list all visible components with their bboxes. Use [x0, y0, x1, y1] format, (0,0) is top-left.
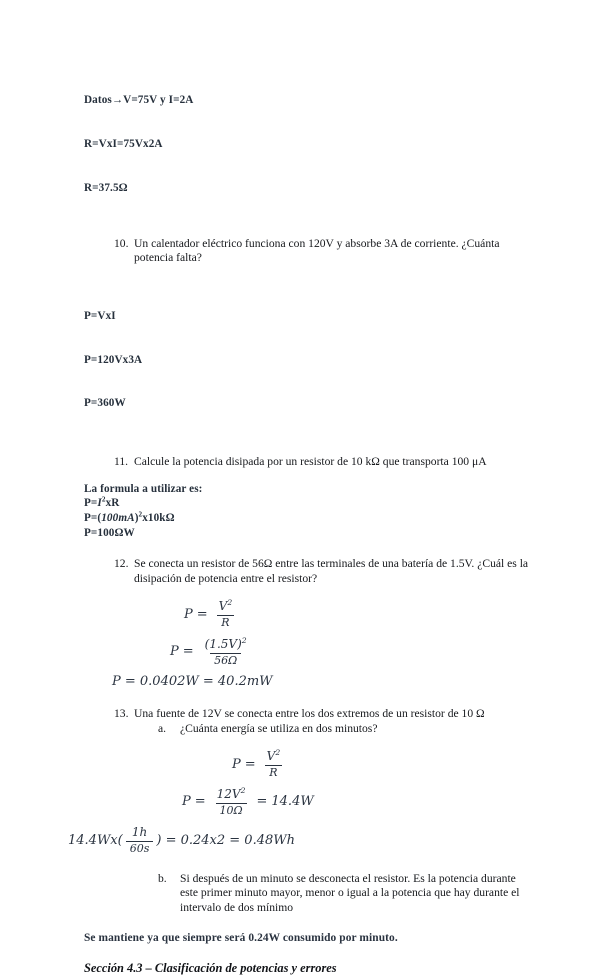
question-10 — [110, 237, 532, 266]
q12-r2-num-base: (1.5V) — [204, 636, 242, 651]
q13-r1-num-sup: 2 — [275, 748, 281, 758]
q13-r2-num-base: 12V — [216, 786, 241, 801]
q11-l2-post: x10kΩ — [142, 512, 175, 525]
q12-r1-numerator — [215, 600, 237, 615]
question-13-sub-b-letter: b. — [158, 871, 167, 885]
q13-r3-fraction — [126, 826, 154, 855]
q11-answer-line-3: P=100ΩW — [84, 526, 135, 539]
q11-l2-mid: ) — [134, 512, 139, 525]
q13-r2-lhs: P — [182, 794, 191, 810]
q11-l1-pre: P= — [84, 497, 98, 510]
page-content — [68, 64, 532, 976]
q13-r2-fraction — [213, 785, 250, 817]
q13-r2-eq: = — [194, 794, 206, 810]
datos-answer-block — [84, 64, 532, 225]
question-11-text: Calcule la potencia disipada por un resistor de 10 kΩ que transporta 100 μA — [134, 455, 487, 469]
q13-r1-eq: = — [244, 756, 256, 772]
q11-answer-line-1 — [84, 496, 532, 511]
q11-answer-block — [84, 482, 532, 540]
question-13-number: 13. — [114, 707, 129, 721]
q10-answer-line-2: P=120Vx3A — [84, 353, 143, 366]
datos-line-3: R=37.5Ω — [84, 181, 128, 194]
question-13 — [110, 707, 532, 722]
q11-l2-pre: P=( — [84, 512, 102, 525]
q12-r1-lhs: P — [184, 606, 193, 622]
q12-r1-num-sup: 2 — [227, 598, 233, 608]
question-13-sub-b — [158, 872, 532, 916]
q13-r3-pre: 14.4Wx( — [68, 832, 123, 848]
question-11 — [110, 455, 532, 470]
q12-math-row-3 — [112, 675, 532, 690]
question-11-number: 11. — [114, 455, 129, 469]
section-heading: Sección 4.3 – Clasificación de potencias y errores — [84, 960, 337, 975]
q12-r3-result: P = 0.0402W = 40.2mW — [112, 674, 273, 690]
q13-math-row-2 — [182, 785, 532, 817]
q13-r1-numerator — [263, 750, 285, 765]
q13-r3-denominator: 60s — [126, 841, 154, 856]
q13-math-row-3 — [68, 826, 532, 855]
question-13-sub-a-letter: a. — [158, 721, 167, 735]
q12-r2-num-sup: 2 — [241, 635, 247, 645]
q13-math-block — [68, 748, 532, 856]
q12-math-block — [84, 600, 532, 690]
q12-r2-lhs: P — [170, 644, 179, 660]
q10-answer-line-3: P=360W — [84, 397, 126, 410]
q10-answer-line-1: P=VxI — [84, 309, 116, 322]
question-13-text: Una fuente de 12V se conecta entre los dos extremos de un resistor de 10 Ω — [134, 707, 485, 721]
question-13-sub-a-text: ¿Cuánta energía se utiliza en dos minutos? — [180, 721, 378, 735]
question-10-number: 10. — [114, 236, 129, 250]
q12-r2-numerator — [201, 635, 251, 653]
question-12-number: 12. — [114, 557, 129, 571]
q12-math-row-2 — [170, 635, 532, 667]
q12-r1-fraction — [215, 600, 237, 629]
q13-r1-denominator: R — [265, 765, 281, 780]
q11-l1-post: xR — [105, 497, 120, 510]
q13-r3-post: ) = 0.24x2 = 0.48Wh — [156, 832, 295, 848]
q13-r1-num-base: V — [266, 749, 276, 764]
q12-math-row-1 — [184, 600, 532, 629]
q13-r2-numerator — [213, 785, 250, 803]
question-10-text: Un calentador eléctrico funciona con 120V y absorbe 3A de corriente. ¿Cuánta potencia falta? — [134, 236, 500, 265]
q12-r2-fraction — [201, 635, 251, 667]
q12-r2-denominator: 56Ω — [210, 653, 241, 668]
q11-answer-line-2 — [84, 511, 532, 526]
question-13-sub-a — [158, 722, 532, 737]
q12-r2-eq: = — [182, 644, 194, 660]
q12-r1-num-base: V — [218, 599, 228, 614]
closing-note: Se mantiene ya que siempre será 0.24W consumido por minuto. — [84, 931, 398, 944]
question-13-sub-b-text: Si después de un minuto se desconecta el resistor. Es la potencia durante este primer minuto mayor, menor o igual a la potencia que hay durante el intervalo de dos mínimo — [180, 871, 520, 914]
q11-l1-var: I — [97, 497, 102, 510]
question-12-text: Se conecta un resistor de 56Ω entre las terminales de una batería de 1.5V. ¿Cuál es la disipación de potencia entre el resistor? — [134, 557, 529, 585]
q11-answer-intro: La formula a utilizar es: — [84, 482, 203, 495]
datos-line-2: R=VxI=75Vx2A — [84, 137, 163, 150]
q13-r1-lhs: P — [232, 756, 241, 772]
q13-math-row-1 — [232, 750, 532, 779]
q11-l2-sup: 2 — [138, 510, 143, 519]
q13-r3-numerator: 1h — [131, 825, 148, 840]
q13-r2-num-sup: 2 — [240, 785, 246, 795]
q11-l1-sup: 2 — [101, 495, 106, 504]
q10-answer-block — [84, 280, 532, 441]
datos-line-1: Datos→V=75V y I=2A — [84, 94, 194, 107]
q13-r1-fraction — [263, 750, 285, 779]
q12-r1-denominator: R — [217, 615, 233, 630]
q12-r1-eq: = — [196, 606, 208, 622]
q13-r2-result: 14.4W — [271, 794, 314, 810]
q13-r2-denominator: 10Ω — [216, 803, 247, 818]
q13-r2-eq2: = — [256, 794, 268, 810]
q11-l2-var: 100mA — [101, 512, 135, 525]
question-12 — [110, 557, 532, 586]
